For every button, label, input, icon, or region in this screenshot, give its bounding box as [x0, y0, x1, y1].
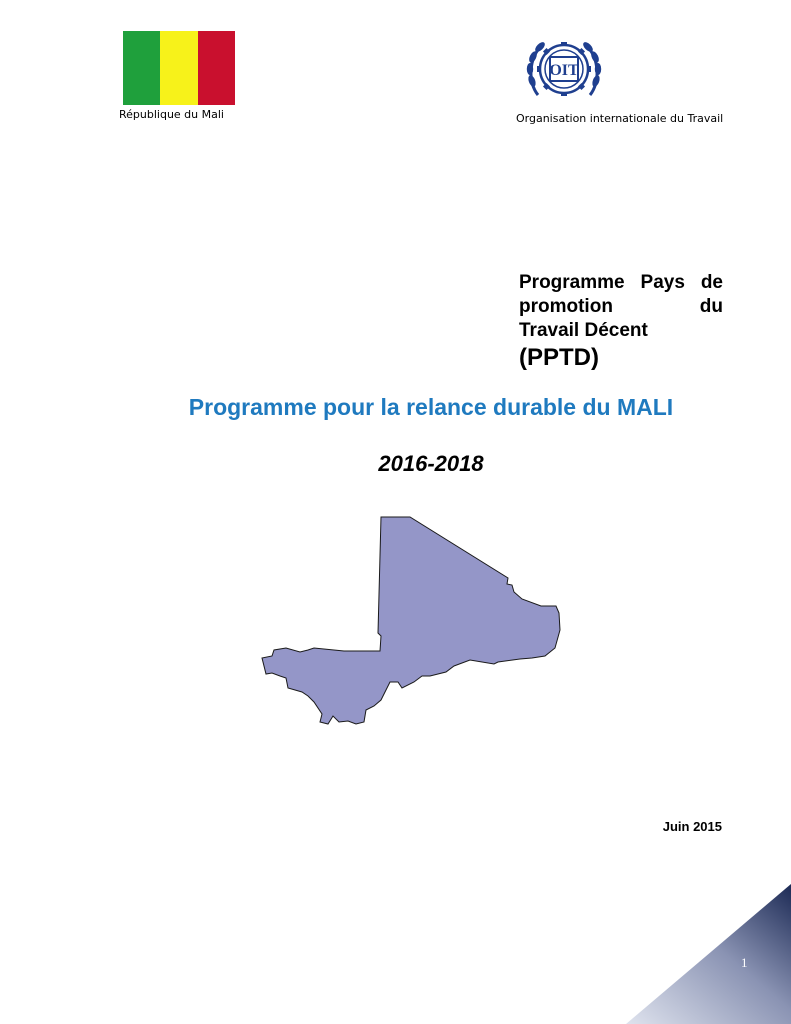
- program-line-2: promotion du: [519, 296, 723, 317]
- flag-stripe-yellow: [160, 31, 197, 105]
- flag-stripe-red: [198, 31, 235, 105]
- program-line-3: Travail Décent: [519, 320, 648, 341]
- program-period: 2016-2018: [378, 451, 484, 476]
- document-title: Programme pour la relance durable du MALI: [188, 394, 674, 420]
- mali-flag: [123, 31, 235, 105]
- ilo-logo-icon: [524, 33, 604, 105]
- publication-date: Juin 2015: [662, 819, 722, 834]
- mali-map-icon: [250, 510, 570, 735]
- program-abbreviation: (PPTD): [519, 344, 599, 371]
- program-line-1: Programme Pays de: [519, 272, 723, 293]
- program-heading: [519, 271, 723, 373]
- ilo-logo-text: OIT: [549, 62, 579, 79]
- republic-label: République du Mali: [119, 108, 224, 121]
- page-corner-decoration: [626, 884, 791, 1024]
- flag-stripe-green: [123, 31, 160, 105]
- page-number: 1: [741, 955, 748, 970]
- ilo-label: Organisation internationale du Travail: [516, 112, 724, 125]
